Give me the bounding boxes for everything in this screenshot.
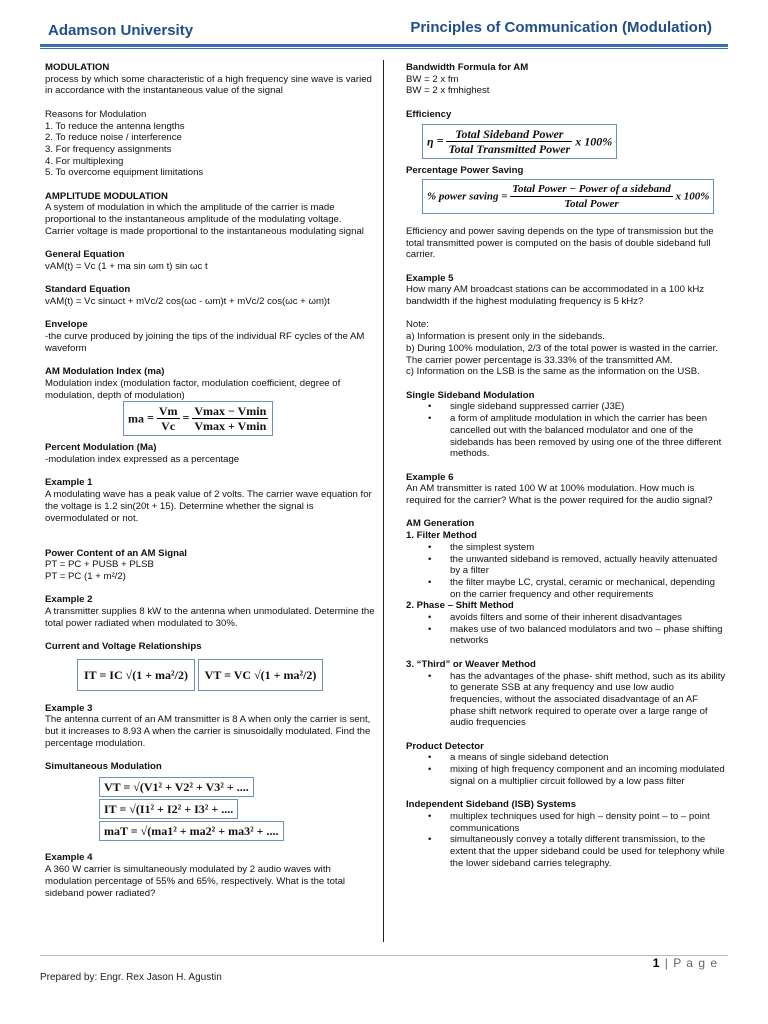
example-title: Example 3 [45, 702, 93, 714]
example-title: Example 1 [45, 477, 93, 489]
section-title: Percent Modulation (Ma) [45, 442, 157, 454]
right-column [406, 62, 726, 869]
list-item: • simultaneously convey a totally different transmission, to the extent that the upper sideband could be used for telephony while the lower sideband carries telegraphy. [428, 834, 726, 869]
section-title: Current and Voltage Relationships [45, 641, 202, 653]
definition-text: A system of modulation in which the amplitude of the carrier is made proportional to the instantaneous amplitude of the modulating voltage. [45, 202, 342, 226]
list-item: • a form of amplitude modulation in which the carrier has been cancelled out with the balanced modulator and one of the sidebands has been removed by using one of the three different methods. [428, 413, 726, 460]
definition-text: -modulation index expressed as a percentage [45, 454, 240, 465]
mat-formula: maT = √(ma1² + ma2² + ma3² + .... [99, 821, 284, 841]
equation-text: vAM(t) = Vc (1 + ma sin ωm t) sin ωc t [45, 260, 208, 272]
method-title: 2. Phase – Shift Method [406, 600, 514, 612]
note-item: c) Information on the LSB is the same as the information on the USB. [406, 366, 700, 378]
page-number: 1 | P a g e [652, 956, 718, 970]
efficiency-formula: η = $\frac{\text{Total Sideband Power}}{\text{Total Transmitted Power}}$ x 100% [422, 124, 726, 159]
list-item: • multiplex techniques used for high – density point – to – point communications [428, 811, 726, 834]
ssb-list [428, 401, 726, 460]
section-title: Bandwidth Formula for AM [406, 62, 529, 73]
example-text: The antenna current of an AM transmitter is 8 A when only the carrier is sent, but it increases to 8.93 A when the carrier is sinusoidally modulated. Find the percentage modulation. [45, 714, 371, 749]
equation-text: vAM(t) = Vc sinωct + mVc/2 cos(ωc - ωm)t + mVc/2 cos(ωc + ωm)t [45, 296, 330, 307]
note-item: b) During 100% modulation, 2/3 of the total power is wasted in the carrier. The carrier power percentage is 33.33% of the transmitted AM. [406, 342, 718, 366]
note-item: a) Information is present only in the sidebands. [406, 331, 605, 343]
section-subtitle: Reasons for Modulation [45, 108, 147, 120]
product-detector-list [428, 752, 726, 787]
equation-text: BW = 2 x fmhighest [406, 85, 490, 97]
example-text: An AM transmitter is rated 100 W at 100% modulation. How much is required for the carrier? What is the power required for the audio signal? [406, 483, 713, 506]
method-title: 1. Filter Method [406, 530, 477, 542]
it-formula: IT = √(I1² + I2² + I3² + .... [99, 799, 238, 819]
definition-text: -the curve produced by joining the tips of the individual RF cycles of the AM waveform [45, 331, 365, 354]
list-item: 5. To overcome equipment limitations [45, 167, 204, 179]
equation-text: PT = PC + PUSB + PLSB [45, 559, 154, 571]
list-item: 1. To reduce the antenna lengths [45, 120, 185, 132]
method-title: 3. “Third” or Weaver Method [406, 658, 536, 670]
example-text: A 360 W carrier is simultaneously modulated by 2 audio waves with modulation percentage of 55% and 65%, respectively. What is the total sideband power radiated? [45, 864, 346, 899]
current-voltage-formulas [77, 659, 375, 691]
list-item: • a means of single sideband detection [428, 752, 726, 764]
section-title: General Equation [45, 249, 125, 261]
list-item: 4. For multiplexing [45, 155, 124, 167]
section-title: Percentage Power Saving [406, 164, 524, 176]
current-formula: IT = IC √(1 + ma²/2) [77, 659, 195, 691]
example-title: Example 2 [45, 594, 93, 606]
section-title: AM Modulation Index (ma) [45, 366, 165, 378]
section-title: AMPLITUDE MODULATION [45, 190, 168, 202]
definition-text: process by which some characteristic of a high frequency sine wave is varied in accordance with the instantaneous value of the signal [45, 73, 372, 97]
list-item: • mixing of high frequency component and an incoming modulated signal on a multiplier circuit followed by a low pass filter [428, 764, 726, 787]
example-title: Example 5 [406, 272, 454, 284]
section-title: Simultaneous Modulation [45, 761, 162, 773]
note-text: Efficiency and power saving depends on the type of transmission but the total transmitted power is computed on the basis of double sideband full carrier. [406, 225, 714, 261]
note-title: Note: [406, 319, 429, 331]
section-title: Independent Sideband (ISB) Systems [406, 799, 577, 811]
section-title: MODULATION [45, 62, 110, 73]
document-title: Principles of Communication (Modulation) [410, 19, 712, 36]
header-rule [40, 44, 728, 47]
example-text: A modulating wave has a peak value of 2 volts. The carrier wave equation for the voltage is 1.2 sin(20t + 15). Determine whether the signal is overmodulated or not. [45, 489, 372, 524]
section-title: Product Detector [406, 740, 484, 752]
list-item: 2. To reduce noise / interference [45, 132, 182, 144]
list-item: • avoids filters and some of their inherent disadvantages [428, 612, 726, 624]
modulation-index-formula: ma = $\frac{Vm}{Vc}$ = $\frac{Vmax - Vmin}{Vmax + Vmin}$ [123, 401, 375, 436]
list-item: • has the advantages of the phase- shift method, such as its ability to generate SSB at any frequency and use low audio frequencies, without the associated disadvantage of an AF phase shift network required to operate over a large range of audio frequencies [428, 671, 726, 730]
example-title: Example 6 [406, 471, 454, 483]
section-title: Efficiency [406, 108, 452, 120]
isb-list [428, 811, 726, 870]
equation-text: BW = 2 x fm [406, 73, 459, 85]
column-divider [383, 60, 384, 942]
voltage-formula: VT = VC √(1 + ma²/2) [198, 659, 324, 691]
weaver-list [428, 671, 726, 730]
equation-text: PT = PC (1 + m²/2) [45, 570, 126, 582]
list-item: • the unwanted sideband is removed, actually heavily attenuated by a filter [428, 554, 726, 577]
power-saving-formula: % power saving = $\frac{\text{Total Power − Power of a sideband}}{\text{Total Power}}$ x 100% [422, 179, 726, 214]
phase-list [428, 612, 726, 647]
simultaneous-formulas [99, 777, 309, 841]
vt-formula: VT = √(V1² + V2² + V3² + .... [99, 777, 254, 797]
list-item: • the simplest system [428, 542, 726, 554]
header-rule-thin [40, 48, 728, 49]
prepared-by: Prepared by: Engr. Rex Jason H. Agustin [40, 972, 222, 983]
footer-rule [40, 955, 728, 956]
university-name: Adamson University [48, 22, 194, 39]
section-title: Power Content of an AM Signal [45, 547, 187, 559]
section-title: AM Generation [406, 518, 475, 530]
list-item: • the filter maybe LC, crystal, ceramic or mechanical, depending on the carrier frequency and other requirements [428, 577, 726, 600]
section-title: Standard Equation [45, 284, 131, 296]
example-title: Example 4 [45, 852, 93, 864]
page-header [0, 0, 768, 50]
example-text: A transmitter supplies 8 kW to the antenna when unmodulated. Determine the total power radiated when modulated to 30%. [45, 606, 375, 629]
example-text: How many AM broadcast stations can be accommodated in a 100 kHz bandwidth if the highest modulating frequency is 5 kHz? [406, 284, 705, 308]
section-title: Single Sideband Modulation [406, 389, 535, 401]
definition-text: Carrier voltage is made proportional to the instantaneous modulating signal [45, 225, 364, 237]
filter-list [428, 542, 726, 601]
section-title: Envelope [45, 319, 88, 331]
definition-text: Modulation index (modulation factor, modulation coefficient, degree of modulation, depth of modulation) [45, 377, 341, 401]
left-column [45, 62, 375, 899]
list-item: • single sideband suppressed carrier (J3E) [428, 401, 726, 413]
list-item: • makes use of two balanced modulators and two – phase shifting networks [428, 624, 726, 647]
list-item: 3. For frequency assignments [45, 143, 172, 155]
